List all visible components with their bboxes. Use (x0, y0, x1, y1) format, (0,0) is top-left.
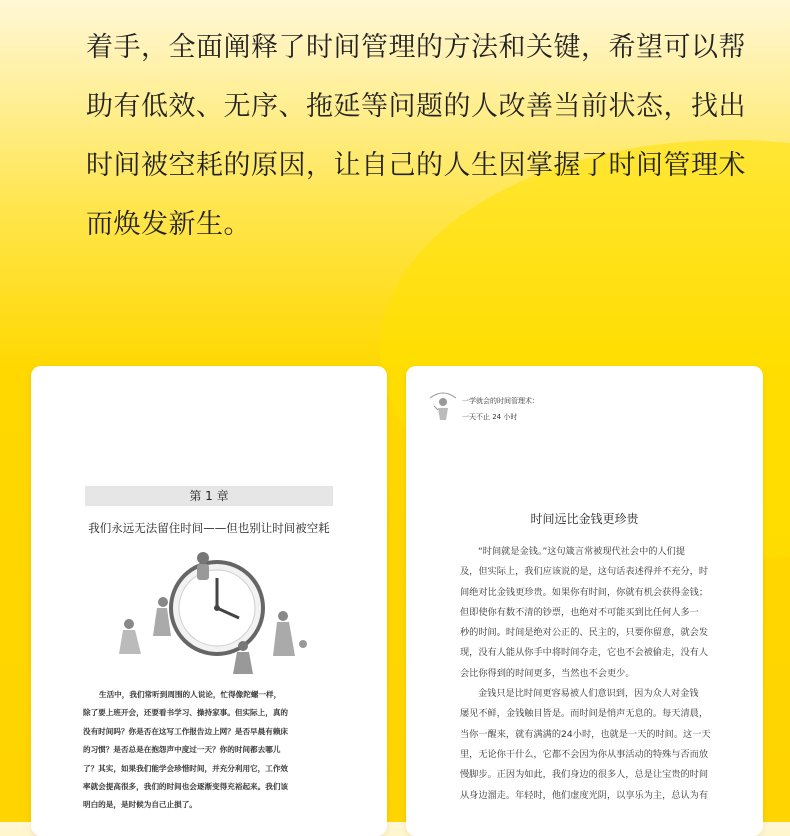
text-line: 屡见不鲜，金钱触目皆是。而时间是悄声无息的。每天清晨， (460, 708, 709, 720)
book-page-right (406, 366, 763, 836)
clock-illustration (107, 546, 317, 676)
text-line: 的习惯？是否总是在抱怨声中度过一天？你的时间都去哪儿 (83, 745, 281, 755)
text-line: 间绝对比金钱更珍贵。如果你有时间，你就有机会获得金钱； (460, 586, 709, 598)
text-line: 了？其实，如果我们能学会珍惜时间，并充分利用它，工作效 (83, 763, 289, 773)
section-title: 时间远比金钱更珍贵 (530, 512, 639, 526)
text-line: 会比你得到的时间更多，当然也不会更少。 (460, 667, 635, 679)
text-line: 现，没有人能从你手中将时间夺走，它也不会被偷走，没有人 (460, 647, 709, 659)
text-line: 从身边溜走。年轻时，他们虚度光阴，以享乐为主，总认为有 (460, 789, 709, 801)
text-line: 除了要上班开会，还要看书学习、操持家事。但实际上，真的 (83, 708, 289, 718)
chapter-title: 我们永远无法留住时间——但也别让时间被空耗 (88, 521, 330, 535)
text-line: “时间就是金钱。”这句箴言常被现代社会中的人们提 (478, 546, 686, 557)
intro-line: 着手，全面阐释了时间管理的方法和关键，希望可以帮 (86, 32, 746, 63)
chapter-intro-text (83, 686, 339, 815)
text-line: 当你一醒来，就有满满的24小时，也就是一天的时间。这一天 (460, 728, 711, 740)
text-line: 及，但实际上，我们应该说的是，这句话表述得并不充分，时 (460, 566, 709, 578)
book-logo-icon (426, 388, 460, 422)
intro-line: 助有低效、无序、拖延等问题的人改善当前状态，找出 (86, 91, 746, 122)
text-line: 没有时间吗？你是否在这写工作报告边上网？是否早晨有赖床 (83, 726, 289, 736)
book-page-left (31, 366, 387, 836)
book-header-title: 一学就会的时间管理术： (462, 397, 539, 405)
text-line: 金钱只是比时间更容易被人们意识到，因为众人对金钱 (478, 688, 699, 700)
text-line: 里，无论你干什么，它都不会因为你从事活动的特殊与否而放 (460, 748, 709, 760)
text-line: 明白的是，是时候为自己止损了。 (83, 800, 197, 810)
text-line: 秒的时间。时间是绝对公正的、民主的，只要你留意，就会发 (460, 627, 709, 639)
section-body-text (460, 542, 720, 806)
intro-paragraph (86, 18, 746, 254)
text-line: 率就会提高很多，我们的时间也会逐渐变得充裕起来。我们该 (83, 782, 289, 792)
text-line: 慢脚步。正因为如此，我们身边的很多人，总是让宝贵的时间 (460, 769, 709, 781)
chapter-label: 第 1 章 (85, 486, 333, 506)
text-line: 生活中，我们常听到周围的人说论，忙得像陀螺一样， (99, 690, 282, 699)
intro-line: 而焕发新生。 (86, 209, 251, 240)
intro-line: 时间被空耗的原因，让自己的人生因掌握了时间管理术 (86, 150, 746, 181)
text-line: 但即使你有数不清的钞票，也绝对不可能买到比任何人多一 (460, 606, 699, 618)
book-header-subtitle: 一天不止 24 小时 (462, 413, 518, 421)
